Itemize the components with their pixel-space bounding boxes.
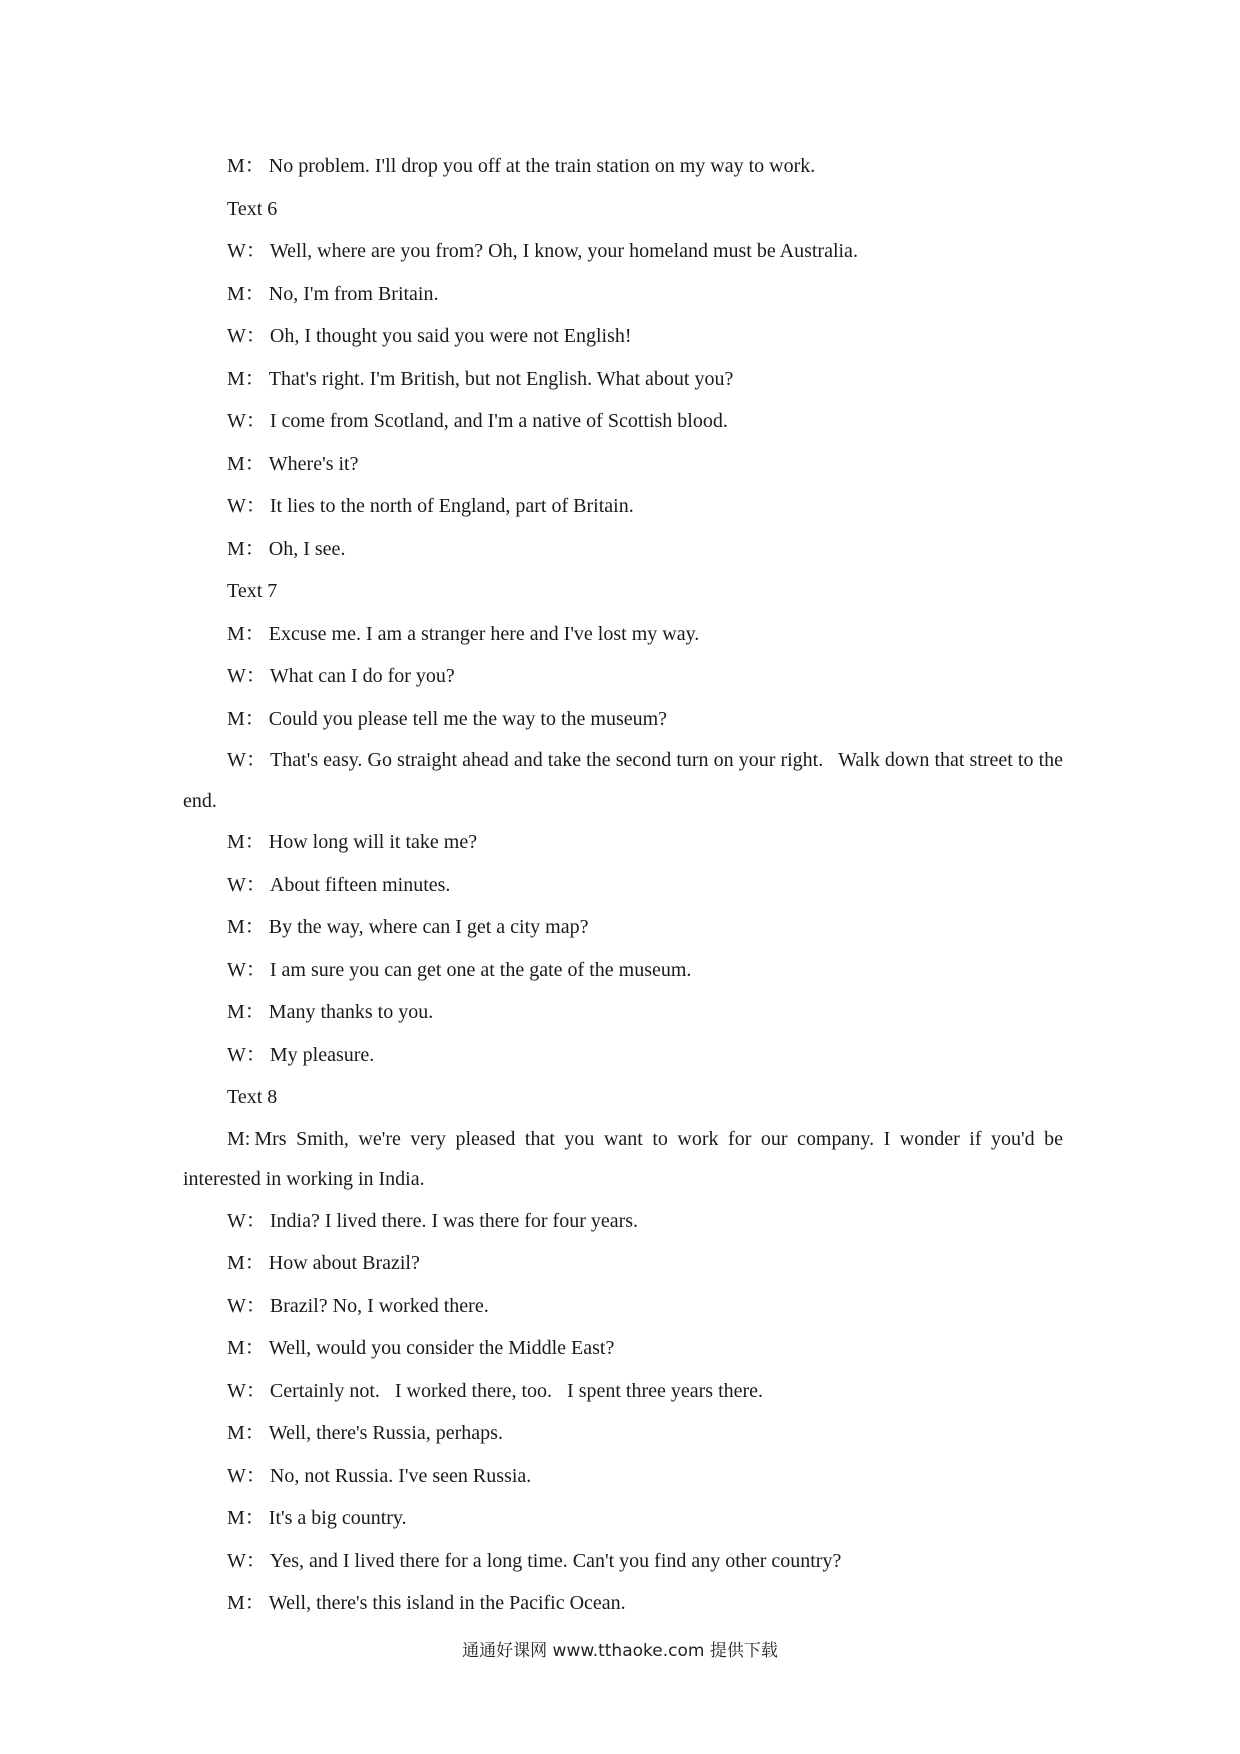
dialogue-line <box>183 230 1063 273</box>
dialogue-line <box>183 485 1063 528</box>
dialogue-text: Yes, and I lived there for a long time. Can't you find any other country? <box>269 1549 842 1572</box>
dialogue-line <box>183 1119 1068 1200</box>
speaker-separator: ： <box>244 367 265 390</box>
dialogue-line <box>183 358 1063 401</box>
speaker-separator: ： <box>245 958 266 981</box>
dialogue-text: By the way, where can I get a city map? <box>268 916 589 938</box>
speaker-separator: ： <box>244 707 265 730</box>
speaker-label: W <box>227 1464 246 1487</box>
dialogue-line <box>183 949 1063 992</box>
dialogue-line <box>183 740 1068 821</box>
speaker-label: W <box>227 958 246 981</box>
dialogue-line <box>183 1412 1063 1455</box>
dialogue-text: That's easy. Go straight ahead and take the second turn on your right. Walk down that street to the end. <box>183 749 1068 812</box>
dialogue-text: Oh, I thought you said you were not English! <box>269 325 632 347</box>
dialogue-line <box>183 613 1063 656</box>
speaker-separator: ： <box>244 282 265 305</box>
dialogue-text: About fifteen minutes. <box>269 873 451 896</box>
speaker-label: W <box>227 665 246 687</box>
speaker-separator: ： <box>245 410 266 432</box>
dialogue-text: That's right. I'm British, but not English. What about you? <box>268 367 734 390</box>
dialogue-text: I come from Scotland, and I'm a native of Scottish blood. <box>269 410 728 432</box>
dialogue-line <box>183 400 1063 443</box>
dialogue-text: Could you please tell me the way to the museum? <box>268 707 668 730</box>
dialogue-text: Mrs Smith, we're very pleased that you want to work for our company. I wonder if you'd be interested in working in India. <box>183 1127 1068 1190</box>
dialogue-line <box>183 1327 1063 1370</box>
speaker-separator: ： <box>244 1252 265 1274</box>
dialogue-line <box>183 315 1063 358</box>
dialogue-text: It lies to the north of England, part of Britain. <box>269 495 634 517</box>
speaker-separator: ： <box>244 1507 265 1529</box>
speaker-separator: ： <box>245 1294 266 1317</box>
speaker-separator: ： <box>244 155 265 177</box>
dialogue-text: Many thanks to you. <box>268 1001 434 1023</box>
dialogue-line <box>183 821 1063 864</box>
speaker-separator: : <box>244 1127 251 1150</box>
speaker-label: W <box>227 1379 246 1402</box>
dialogue-text: Oh, I see. <box>268 537 346 560</box>
speaker-separator: ： <box>245 1549 266 1572</box>
dialogue-line <box>183 1370 1063 1413</box>
speaker-separator: ： <box>244 831 265 853</box>
dialogue-text: Where's it? <box>268 452 359 475</box>
speaker-label: W <box>227 410 246 432</box>
dialogue-text: Well, would you consider the Middle East? <box>268 1337 615 1359</box>
dialogue-text: Well, there's this island in the Pacific Ocean. <box>268 1592 626 1614</box>
dialogue-text: What can I do for you? <box>269 665 455 687</box>
speaker-separator: ： <box>244 1422 265 1444</box>
dialogue-text: I am sure you can get one at the gate of the museum. <box>269 958 692 981</box>
dialogue-text: Brazil? No, I worked there. <box>269 1294 489 1317</box>
speaker-label: M <box>227 622 245 645</box>
speaker-separator: ： <box>245 1209 266 1232</box>
dialogue-line <box>183 698 1063 741</box>
speaker-label: M <box>227 1001 245 1023</box>
speaker-label: M <box>227 1127 245 1150</box>
dialogue-line <box>183 655 1063 698</box>
dialogue-text: No problem. I'll drop you off at the train station on my way to work. <box>268 155 816 177</box>
speaker-label: W <box>227 495 246 517</box>
speaker-label: W <box>227 1549 246 1572</box>
speaker-label: M <box>227 452 245 475</box>
dialogue-line <box>183 1034 1063 1077</box>
speaker-label: W <box>227 1043 246 1066</box>
speaker-label: M <box>227 155 245 177</box>
speaker-label: W <box>227 325 246 347</box>
dialogue-line <box>183 528 1063 571</box>
dialogue-line <box>183 1582 1063 1625</box>
dialogue-text: India? I lived there. I was there for four years. <box>269 1209 639 1232</box>
speaker-label: M <box>227 1337 245 1359</box>
dialogue-text: Well, there's Russia, perhaps. <box>268 1422 503 1444</box>
dialogue-text: How about Brazil? <box>268 1252 420 1274</box>
speaker-label: M <box>227 707 245 730</box>
speaker-separator: ： <box>245 240 266 262</box>
dialogue-text: Certainly not. I worked there, too. I spent three years there. <box>269 1379 764 1402</box>
dialogue-text: No, not Russia. I've seen Russia. <box>269 1464 532 1487</box>
speaker-label: W <box>227 240 246 262</box>
speaker-separator: ： <box>245 749 267 771</box>
speaker-label: W <box>227 873 246 896</box>
speaker-label: W <box>227 1209 246 1232</box>
dialogue-line <box>183 1285 1063 1328</box>
speaker-separator: ： <box>244 622 265 645</box>
speaker-separator: ： <box>245 873 266 896</box>
speaker-separator: ： <box>244 1592 265 1614</box>
dialogue-text: My pleasure. <box>269 1043 375 1066</box>
dialogue-text: Excuse me. I am a stranger here and I've lost my way. <box>268 622 700 645</box>
speaker-label: M <box>227 1422 245 1444</box>
speaker-separator: ： <box>244 537 265 560</box>
dialogue-line <box>183 273 1063 316</box>
speaker-label: M <box>227 1252 245 1274</box>
dialogue-text: It's a big country. <box>268 1507 407 1529</box>
speaker-separator: ： <box>244 1337 265 1359</box>
speaker-label: M <box>227 282 245 305</box>
speaker-label: M <box>227 1592 245 1614</box>
speaker-separator: ： <box>244 452 265 475</box>
section-heading: Text 6 <box>227 197 278 220</box>
speaker-separator: ： <box>245 665 266 687</box>
dialogue-line <box>183 1200 1063 1243</box>
dialogue-text: Well, where are you from? Oh, I know, your homeland must be Australia. <box>269 240 858 262</box>
dialogue-text: How long will it take me? <box>268 831 478 853</box>
speaker-separator: ： <box>245 1379 266 1402</box>
speaker-separator: ： <box>244 1001 265 1023</box>
dialogue-line <box>183 1455 1063 1498</box>
dialogue-line <box>183 864 1063 907</box>
section-heading: Text 7 <box>227 580 278 602</box>
dialogue-line <box>183 1540 1063 1583</box>
dialogue-line <box>183 1242 1063 1285</box>
speaker-label: M <box>227 831 245 853</box>
dialogue-line <box>183 145 1063 188</box>
speaker-separator: ： <box>245 1043 266 1066</box>
speaker-label: M <box>227 916 245 938</box>
dialogue-line <box>183 443 1063 486</box>
dialogue-line <box>183 906 1063 949</box>
speaker-separator: ： <box>244 916 265 938</box>
speaker-label: M <box>227 367 245 390</box>
speaker-separator: ： <box>245 495 266 517</box>
speaker-label: W <box>227 1294 246 1317</box>
speaker-label: W <box>227 749 246 771</box>
dialogue-line <box>183 991 1063 1034</box>
dialogue-text: No, I'm from Britain. <box>268 282 439 305</box>
speaker-label: M <box>227 537 245 560</box>
speaker-separator: ： <box>245 1464 266 1487</box>
dialogue-line <box>183 1497 1063 1540</box>
transcript <box>183 145 1068 1625</box>
speaker-separator: ： <box>245 325 266 347</box>
footer-watermark: 通通好课网 www.tthaoke.com 提供下载 <box>462 1641 778 1661</box>
speaker-label: M <box>227 1507 245 1529</box>
section-heading: Text 8 <box>227 1086 278 1108</box>
